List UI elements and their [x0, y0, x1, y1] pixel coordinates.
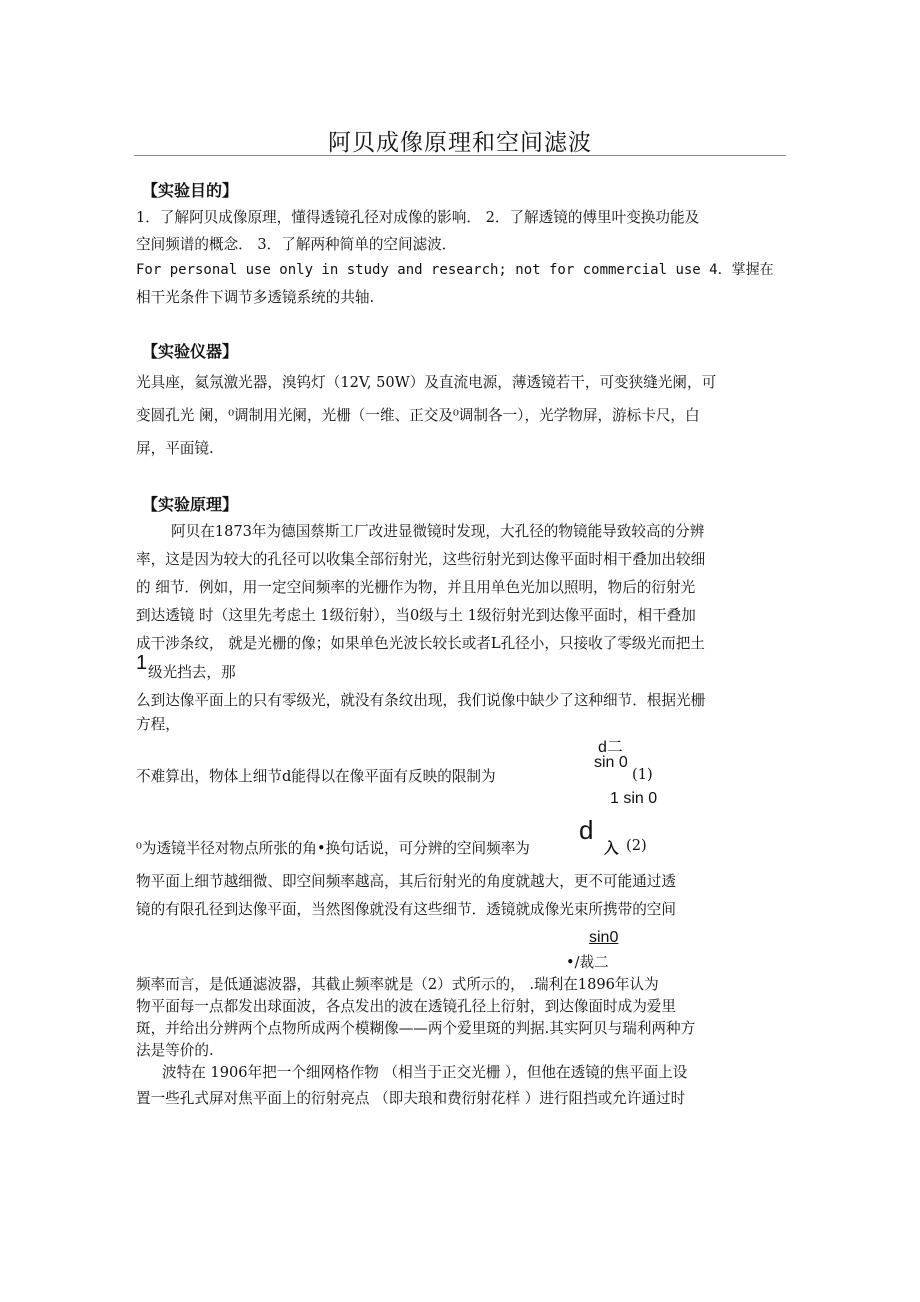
title-rule	[134, 155, 786, 156]
section-heading-principle: 【实验原理】	[142, 495, 239, 514]
eq3-top: sin0	[589, 929, 619, 946]
eq1-lead-text: 不难算出，物体上细节d能得以在像平面有反映的限制为	[136, 768, 496, 785]
principle-line: 么到达像平面上的只有零级光，就没有条纹出现，我们说像中缺少了这种细节．根据光栅	[136, 692, 706, 709]
purpose-line: 相干光条件下调节多透镜系统的共轴.	[136, 289, 375, 306]
principle-line: 频率而言，是低通滤波器，其截止频率就是（2）式所示的， .瑞利在1896年认为	[136, 976, 659, 993]
principle-line: 阿贝在1873年为德国蔡斯工厂改进显微镜时发现，大孔径的物镜能导致较高的分辨	[171, 523, 705, 540]
apparatus-line: 光具座，氦氖激光器，溴钨灯（12V, 50W）及直流电源，薄透镜若干，可变狭缝光阑，可	[136, 374, 717, 391]
eq2-lead-text: ⁰为透镜半径对物点所张的角•换句话说，可分辨的空间频率为	[136, 840, 530, 857]
section-heading-purpose: 【实验目的】	[142, 181, 239, 200]
principle-line: 率，这是因为较大的孔径可以收集全部衍射光，这些衍射光到达像平面时相干叠加出较细	[136, 551, 706, 568]
principle-line: 置一些孔式屏对焦平面上的衍射亮点 （即夫琅和费衍射花样 ）进行阻挡或允许通过时	[136, 1090, 686, 1107]
principle-line: 斑，并给出分辨两个点物所成两个模糊像——两个爱里斑的判据.其实阿贝与瑞利两种方	[136, 1020, 696, 1037]
page-title: 阿贝成像原理和空间滤波	[328, 130, 592, 156]
purpose-line: 空间频谱的概念． 3．了解两种简单的空间滤波．	[136, 236, 457, 253]
eq3-bottom: •/裁二	[566, 954, 609, 971]
principle-line: 镜的有限孔径到达像平面，当然图像就没有这些细节．透镜就成像光束所携带的空间	[136, 901, 676, 918]
principle-line: 成干涉条纹， 就是光栅的像；如果单色光波长较长或者L孔径小，只接收了零级光而把土	[136, 635, 705, 652]
principle-line: 物平面每一点都发出球面波，各点发出的波在透镜孔径上衍射，到达像面时成为爱里	[136, 998, 676, 1015]
eq2-lambda: 入	[604, 840, 619, 857]
principle-line: 的 细节．例如，用一定空间频率的光栅作为物，并且用单色光加以照明，物后的衍射光	[136, 579, 696, 596]
principle-line: 级光挡去，那	[148, 664, 236, 681]
eq1-tag: (1)	[632, 766, 653, 783]
apparatus-line: 变圆孔光 阑，⁰调制用光阑，光栅（一维、正交及⁰调制各一），光学物屏，游标卡尺，白	[136, 407, 700, 424]
principle-line: 到达透镜 时（这里先考虑土 1级衍射），当0级与土 1级衍射光到达像平面时，相干叠加	[136, 607, 696, 624]
principle-line: 波特在 1906年把一个细网格作物 （相当于正交光栅 ），但他在透镜的焦平面上设	[162, 1064, 688, 1081]
section-heading-apparatus: 【实验仪器】	[142, 342, 239, 361]
big-digit-one: 1	[136, 652, 148, 674]
purpose-line: For personal use only in study and research; not for commercial use 4．掌握在	[136, 262, 774, 278]
principle-line: 物平面上细节越细微、即空间频率越高，其后衍射光的角度就越大，更不可能通过透	[136, 873, 676, 890]
principle-line: 法是等价的.	[136, 1042, 214, 1059]
eq2-tag: (2)	[626, 837, 647, 854]
eq1-extra: 1 sin 0	[610, 790, 658, 807]
principle-line: 方程，	[136, 716, 180, 733]
eq1-numerator: d二	[598, 739, 623, 756]
purpose-line: 1．了解阿贝成像原理，懂得透镜孔径对成像的影响． 2．了解透镜的傅里叶变换功能及	[136, 209, 700, 226]
eq1-denominator: sin 0	[594, 754, 628, 771]
eq2-d: d	[579, 815, 594, 845]
apparatus-line: 屏，平面镜.	[136, 440, 214, 457]
